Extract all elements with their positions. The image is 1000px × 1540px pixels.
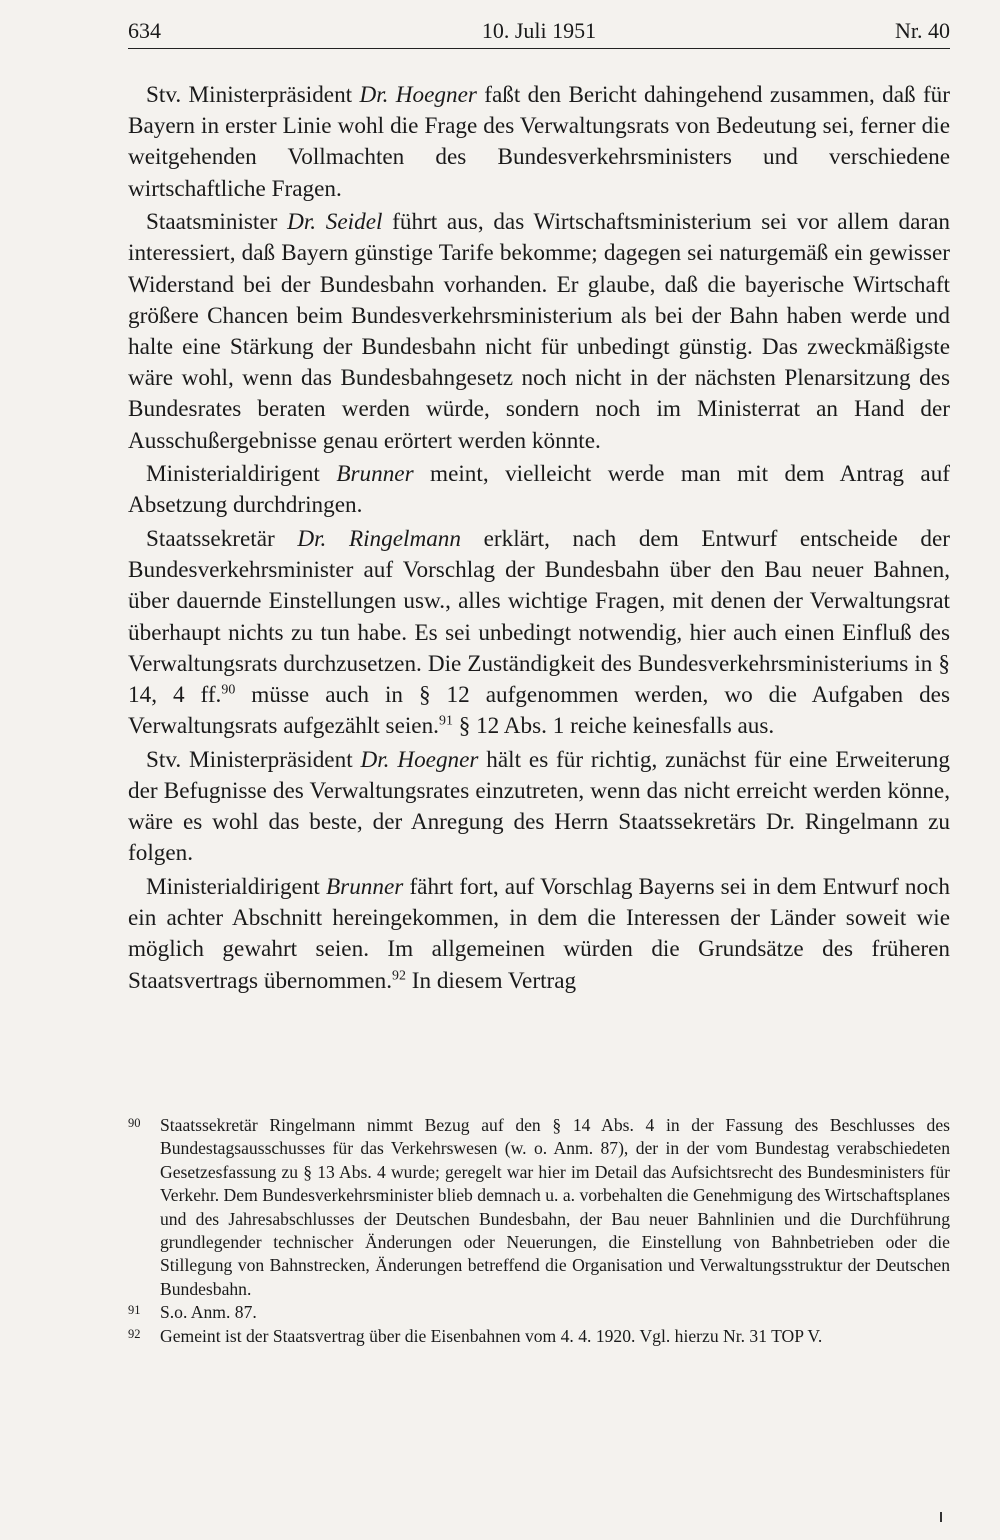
footnote	[128, 1325, 950, 1348]
footnote-text: Staatssekretär Ringelmann nimmt Bezug auf den § 14 Abs. 4 in der Fassung des Beschlusses des Bundestagsausschusses für das Verkehrswesen (w. o. Anm. 87), der in der vom Bundestag verabschiedeten Gesetzesfassung zu § 13 Abs. 4 wurde; geregelt war hier im Detail das Aufsichtsrecht des Bundesministers für Verkehr. Dem Bundesverkehrsminister blieb demnach u. a. vorbehalten die Genehmigung des Wirtschaftsplanes und des Jahresabschlusses der Deutschen Bundesbahn, der Bau neuer Bahnlinien und die Durchführung grundlegender technischer Änderungen oder Neuerungen, die Einstellung von Bahnbetrieben oder die Stillegung von Bahnstrecken, Änderungen betreffend die Organisation und Verwaltungsstruktur der Deutschen Bundesbahn.	[160, 1115, 950, 1299]
text-run: Ministerialdirigent	[146, 874, 327, 901]
page-number: 634	[128, 18, 161, 43]
paragraph	[128, 872, 950, 997]
text-run: Stv. Ministerpräsident	[146, 82, 360, 108]
text-run: Ministerialdirigent	[146, 461, 337, 488]
paragraph	[128, 745, 950, 870]
speaker-name: Dr. Hoegner	[360, 746, 479, 773]
text-run: erklärt, nach dem Entwurf entscheide der Bundesverkehrsminister auf Vorschlag der Bundesbahn über den Bau neuer Bahnen, über dauernde Einstellungen usw., alles wichtige Fragen, mit denen der Verwaltungsrat überhaupt nichts zu tun habe. Es sei unbedingt notwendig, hier auch einen Einfluß des Verwaltungsrats durchzusetzen. Die Zuständigkeit des Bundesverkehrsministeriums in § 14, 4 ff.	[128, 526, 950, 709]
text-run: Staatssekretär	[146, 526, 298, 553]
text-run: § 12 Abs. 1 reiche keinesfalls aus.	[452, 713, 775, 740]
footnote-text: Gemeint ist der Staatsvertrag über die Eisenbahnen vom 4. 4. 1920. Vgl. hierzu Nr. 31 TOP V.	[160, 1325, 823, 1346]
footnote-ref[interactable]: 91	[438, 713, 453, 729]
footnote-number: 92	[128, 1326, 141, 1341]
footnote-ref[interactable]: 92	[392, 968, 406, 984]
running-head	[128, 14, 950, 49]
footnote-number: 90	[128, 1116, 141, 1130]
text-run: faßt den Bericht dahingehend zusammen, daß für Bayern in erster Linie wohl die Frage des Verwaltungsrats von Bedeutung sei, ferner die weitgehenden Vollmachten des Bundesverkehrsministers und verschiedene wirtschaftliche Fragen.	[128, 82, 950, 202]
paragraph	[128, 80, 950, 205]
text-run: Staatsminister	[146, 209, 288, 236]
speaker-name: Brunner	[336, 461, 414, 488]
footnote	[128, 1301, 950, 1324]
text-run: führt aus, das Wirtschaftsministerium sei vor allem daran interessiert, daß Bayern günstige Tarife bekomme; dagegen sei naturgemäß ein gewisser Widerstand bei der Bundesbahn vorhanden. Er glaube, daß die bayerische Wirtschaft größere Chancen beim Bundesverkehrsministerium als bei der Bahn haben werde und halte eine Stärkung der Bundesbahn nicht für unbedingt günstig. Das zweckmäßigste wäre wohl, wenn das Bundesbahngesetz noch nicht in der nächsten Plenarsitzung des Bundesrates beraten werden würde, sondern noch im Ministerrat an Hand der Ausschußergebnisse genau erörtert werden könnte.	[128, 209, 951, 454]
paragraph	[128, 207, 950, 457]
footnote-ref[interactable]: 90	[221, 682, 236, 698]
text-run: In diesem Vertrag	[405, 967, 577, 994]
footnotes	[128, 1114, 950, 1348]
text-run: meint, vielleicht werde man mit dem Antrag auf Absetzung durchdringen.	[128, 461, 951, 519]
text-run: Stv. Ministerpräsident	[146, 746, 361, 773]
paragraph	[128, 524, 950, 742]
text-run: müsse auch in § 12 aufgenommen werden, wo die Aufgaben des Verwaltungsrats aufgezählt seien.	[128, 682, 950, 740]
issue-number: Nr. 40	[895, 18, 950, 43]
footnote-text: S.o. Anm. 87.	[160, 1302, 257, 1323]
speaker-name: Dr. Seidel	[287, 209, 383, 236]
body-text	[128, 80, 950, 999]
header-date: 10. Juli 1951	[481, 18, 597, 43]
speaker-name: Brunner	[326, 874, 404, 901]
speaker-name: Dr. Hoegner	[359, 82, 477, 108]
paragraph	[128, 459, 950, 521]
text-run: fährt fort, auf Vorschlag Bayerns sei in dem Entwurf noch ein achter Abschnitt hereingekommen, in dem die Interessen der Länder soweit wie möglich gewahrt seien. Im allgemeinen würden die Grundsätze des früheren Staatsvertrags übernommen.	[128, 874, 950, 994]
scan-mark	[940, 1512, 942, 1522]
footnote	[128, 1114, 950, 1301]
text-run: hält es für richtig, zunächst für eine Erweiterung der Befugnisse des Verwaltungsrates einzutreten, wenn das nicht erreicht werden könne, wäre es wohl das beste, der Anregung des Herrn Staatssekretärs Dr. Ringelmann zu folgen.	[128, 746, 950, 867]
speaker-name: Dr. Ringelmann	[297, 526, 461, 553]
footnote-number: 91	[128, 1303, 141, 1318]
